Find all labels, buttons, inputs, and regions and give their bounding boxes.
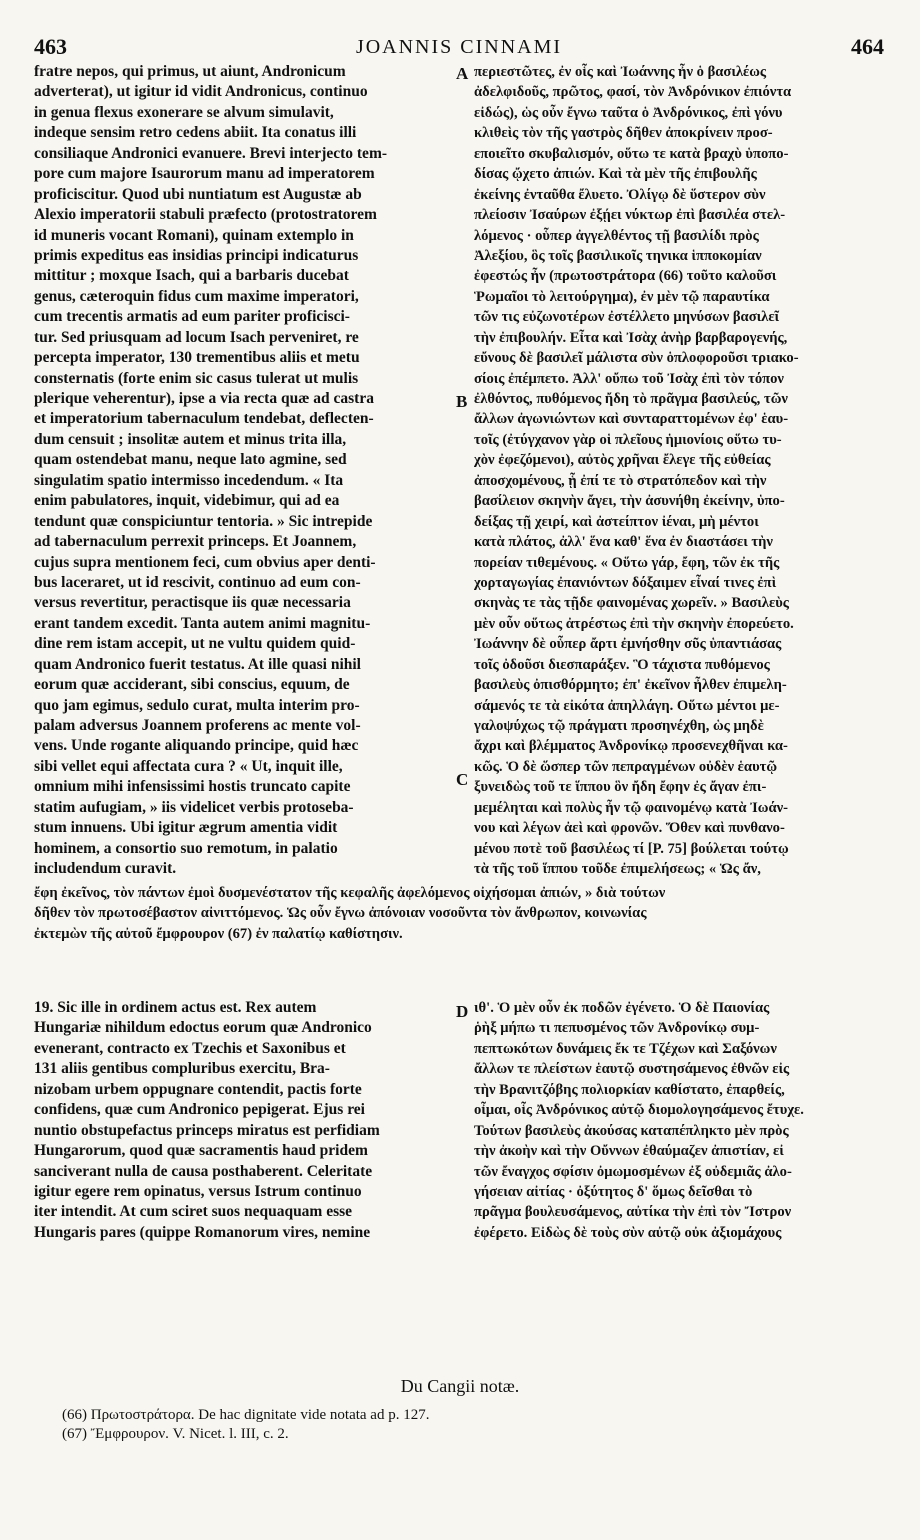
greek-text-line: σκηνὰς τε τὰς τῇδε φαινομένας χωρεῖν. » Βασιλεὺς	[474, 595, 789, 612]
greek-text-line: δίσας ᾤχετο ἀπιών. Καὶ τὰ μὲν τῆς ἐπιβουλῆς	[474, 166, 757, 183]
latin-text-line: eorum quæ acciderant, sibi conscius, equum, de	[34, 676, 350, 694]
latin-text-line: cujus supra mentionem feci, cum obvius aper denti-	[34, 553, 376, 571]
latin-text-line: percepta imperator, 130 trementibus aliis et metu	[34, 349, 360, 367]
greek-text-line: βασίλειον σκηνὴν ἄγει, τὴν ἀσυνήθη ἐκείνην, ὑπο-	[474, 493, 785, 510]
latin-text-line: statim aufugiam, » iis videlicet verbis protoseba-	[34, 798, 354, 816]
greek-text-line: ἐφεστώς ἦν (πρωτοστράτορα (66) τοῦτο καλοῦσι	[474, 268, 777, 285]
greek-text-line: τῶν τις εὐζωνοτέρων ἐστέλλετο μηνύσων βασιλεῖ	[474, 309, 780, 326]
greek-full-line: ἐκτεμὼν τῆς αὐτοῦ ἔμφρουρον (67) ἐν παλατίῳ καθίστησιν.	[34, 925, 403, 942]
greek-text-line: τὴν ἀκοὴν καὶ τὴν Οὔννων ἐθαύμαζεν ἀπιστίαν, εἰ	[474, 1143, 784, 1160]
latin-text-line: singulatim spatio intermisso incedendum. « Ita	[34, 471, 344, 489]
section-marker-d: D	[456, 1002, 469, 1021]
greek-text-line: πρᾶγμα βουλευσάμενος, αὐτίκα τὴν ἐπὶ τὸν Ἴστρον	[474, 1204, 792, 1221]
greek-text-line: τὰ τῆς τοῦ ἵππου τοῦδε ἐπιμελήσεως; « Ὡς ἄν,	[474, 861, 761, 878]
greek-text-line: πορείαν τιθεμένους. « Οὕτω γάρ, ἔφη, τῶν ἐκ τῆς	[474, 554, 780, 571]
latin-text-line: vens. Unde rogante aliquando principe, quid hæc	[34, 737, 359, 755]
greek-text-line: μὲν οὖν οὕτως ἀτρέστως ἐπὶ τὴν σκηνὴν ἐπορεύετο.	[474, 615, 794, 632]
greek-text-line: τοῖς (ἐτύγχανον γὰρ οἱ πλεῖους ἡμιονίοις οὕτω τυ-	[474, 431, 782, 448]
latin-text-line: omnium mihi infensissimi hostis truncato capite	[34, 778, 351, 796]
greek-text-line: γαλοψύχως τῷ πράγματι προσηνέχθη, ὡς μηδὲ	[474, 718, 764, 734]
latin-text-line: mittitur ; moxque Isach, qui a barbaris ducebat	[34, 267, 349, 285]
greek-text-line: πλείοσιν Ἰσαύρων ἐξῄει νύκτωρ ἐπὶ βασιλέα στελ-	[474, 207, 786, 224]
section-marker-b: B	[456, 392, 468, 411]
latin-text-line: stum innuens. Ubi igitur ægrum amentia vidit	[34, 819, 338, 837]
latin-text-line: Alexio imperatorii stabuli præfecto (protostratorem	[34, 206, 377, 224]
latin-text-line: 19. Sic ille in ordinem actus est. Rex autem	[34, 999, 317, 1016]
greek-text-line: τοῖς ὀδοῦσι διεσπαράξεν. Ὃ τάχιστα πυθόμενος	[474, 656, 770, 673]
greek-full-width-block	[34, 883, 884, 944]
latin-text-line: 131 aliis gentibus compluribus exercitu, Bra-	[34, 1060, 330, 1078]
latin-column-top	[34, 62, 454, 880]
latin-text-line: adverterat), ut igitur id vidit Andronicus, continuo	[34, 83, 368, 101]
greek-text-line: ἄχρι καὶ βλέμματος Ἀνδρονίκῳ προσενεχθῆναι κα-	[474, 738, 788, 755]
latin-text-line: includendum curavit.	[34, 860, 177, 878]
latin-text-line: plerique veherentur), ipse a via recta quæ ad castra	[34, 390, 374, 407]
left-page-number: 463	[34, 34, 67, 59]
greek-text-line: ἀποσχομένους, ᾗ ἐπί τε τὸ στρατόπεδον καὶ τὴν	[474, 472, 767, 489]
latin-text-line: confidens, quæ cum Andronico pepigerat. Ejus rei	[34, 1101, 365, 1119]
latin-text-line: cum trecentis armatis ad eum pariter proficisci-	[34, 308, 350, 326]
latin-column-bottom	[34, 998, 454, 1243]
latin-text-line: versus revertitur, peractisque iis quæ necessaria	[34, 594, 351, 612]
greek-text-line: τὴν ἐπιβουλήν. Εἶτα καὶ Ἰσὰχ ἀνὴρ βαρβαρογενής,	[474, 329, 788, 346]
greek-text-line: μεμέληται καὶ πολὺς ἦν τῷ φαινομένῳ κατὰ Ἰωάν-	[474, 799, 788, 816]
latin-text-line: palam adversus Joannem proferens ac mente vol-	[34, 717, 361, 734]
greek-text-line: τῶν ἔναγχος σφίσιν ὀμωμοσμένων ἐξ οὐδεμιᾶς ἀλο-	[474, 1163, 792, 1180]
greek-text-line: εἰδώς), ὡς οὖν ἔγνω ταῦτα ὁ Ἀνδρόνικος, ἐπὶ γόνυ	[474, 104, 783, 121]
latin-text-line: tendunt quæ conspiciuntur tentoria. » Sic intrepide	[34, 512, 373, 530]
greek-text-line: Ἀλεξίου, ὃς τοῖς βασιλικοῖς τηνικα ἱπποκομίαν	[474, 247, 762, 264]
latin-text-line: evenerant, contracto ex Tzechis et Saxonibus et	[34, 1039, 346, 1057]
latin-text-line: sibi vellet equi affectata cura ? « Ut, inquit ille,	[34, 757, 343, 775]
latin-text-line: id muneris vocant Romani), quinam extemplo in	[34, 226, 354, 244]
greek-text-line: Ἰωάννην δὲ οὗπερ ἄρτι ἐμνήσθην σῦς ὑπαντιάσας	[474, 636, 782, 653]
latin-text-line: Hungarorum, quod quæ sacramentis haud pridem	[34, 1142, 368, 1160]
latin-text-line: enim pabulatores, inquit, videbimur, qui ad ea	[34, 492, 340, 510]
greek-column-bottom	[474, 998, 886, 1243]
greek-text-line: ἄλλων τε πλείστων ἑαυτῷ συστησάμενος ἐθνῶν εἰς	[474, 1061, 790, 1078]
footnote: (66) Πρωτοστράτορα. De hac dignitate vide notata ad p. 127.	[62, 1407, 430, 1423]
greek-text-line: βασιλεὺς ὀπισθόρμητο; ἐπ' ἐκεῖνον ἦλθεν ἐπιμελη-	[474, 677, 787, 694]
greek-text-line: μένου ποτὲ τοῦ βασιλέως τί [P. 75] βούλεται τούτῳ	[474, 840, 789, 857]
greek-text-line: σάμενός τε τὰ εἰκότα ἀπηλλάγη. Οὕτω μέντοι με-	[474, 697, 780, 714]
latin-text-line: ad tabernaculum perrexit princeps. Et Joannem,	[34, 533, 357, 551]
latin-text-line: dine rem istam accepit, ut ne vultu quidem quid-	[34, 635, 356, 653]
latin-text-line: sanciverant nulla de causa posthaberent. Celeritate	[34, 1162, 373, 1180]
latin-text-line: dum censuit ; insolitæ autem et minus trita illa,	[34, 430, 347, 448]
latin-text-line: iter intendit. At cum sciret suos nequaquam esse	[34, 1203, 353, 1221]
latin-text-line: quo jam egimus, sedulo curat, multa interim pro-	[34, 696, 360, 714]
latin-text-line: pore cum majore Isaurorum manu ad imperatorem	[34, 165, 375, 183]
greek-text-line: λόμενος · οὗπερ ἀγγελθέντος τῇ βασιλίδι πρὸς	[474, 227, 759, 244]
latin-text-line: in genua flexus exonerare se alvum simulavit,	[34, 103, 334, 121]
running-title: JOANNIS CINNAMI	[355, 35, 563, 58]
latin-text-line: quam Andronico fuerit testatus. At ille quasi nihil	[34, 655, 361, 673]
greek-text-line: ιθ'. Ὁ μὲν οὖν ἐκ ποδῶν ἐγένετο. Ὁ δὲ Παιονίας	[474, 1000, 770, 1016]
latin-text-line: igitur egere rem opinatus, versus Istrum continuo	[34, 1182, 362, 1200]
section-marker-c: C	[456, 770, 469, 789]
greek-text-line: κατὰ πλάτος, ἀλλ' ἕνα καθ' ἕνα ἐν διαστάσει τὴν	[474, 534, 773, 551]
greek-text-line: Ῥωμαῖοι τὸ λειτούργημα), ἐν μὲν τῷ παραυτίκα	[474, 288, 770, 305]
latin-text-line: hominem, a consortio suo remotum, in palatio	[34, 839, 338, 857]
footnote: (67) Ἔμφρουρον. V. Nicet. l. III, c. 2.	[62, 1426, 289, 1442]
greek-text-line: γήσειαν αἰτίας · ὀξύτητος δ' ὅμως δεῖσθαι τὸ	[474, 1183, 753, 1200]
greek-text-line: χὸν ἐφεζόμενοι), αὐτὸς χρῆναι ἔλεγε τῆς εὐθείας	[474, 452, 771, 469]
greek-text-line: κλιθεὶς τὸν τῆς γαστρὸς δῆθεν ἀποκρίνειν προσ-	[474, 125, 773, 142]
greek-text-line: σίοις ἐπέμπετο. Ἀλλ' οὔπω τοῦ Ἰσὰχ ἐπὶ τὸν τόπον	[474, 370, 784, 387]
latin-text-line: erant tandem excedit. Tanta autem animi magnitu-	[34, 614, 371, 632]
latin-text-line: indeque sensim retro cedens abiit. Ita conatus illi	[34, 124, 357, 142]
footnotes	[62, 1406, 862, 1444]
latin-text-line: tur. Sed priusquam ad locum Isach perveniret, re	[34, 328, 359, 346]
greek-text-line: νου καὶ λέγων ἀεὶ καὶ φρονῶν. Ὅθεν καὶ πυνθανο-	[474, 820, 785, 837]
greek-full-line: ἔφη ἐκεῖνος, τὸν πάντων ἐμοὶ δυσμενέστατον τῆς κεφαλῆς ἀφελόμενος οἰχήσομαι ἀπιών, » διὰ τούτων	[34, 885, 666, 901]
right-page-number: 464	[851, 34, 884, 59]
greek-text-line: εὔνους δὲ βασιλεῖ μάλιστα σὺν ὁπλοφοροῦσι τριακο-	[474, 350, 799, 367]
latin-text-line: quam ostendebat manu, neque lato agmine, sed	[34, 451, 347, 469]
greek-text-line: ἐλθόντος, πυθόμενος ἤδη τὸ πρᾶγμα βασιλεύς, τῶν	[474, 391, 788, 407]
latin-text-line: fratre nepos, qui primus, ut aiunt, Andronicum	[34, 63, 346, 80]
greek-text-line: Τούτων βασιλεὺς ἀκούσας καταπέπληκτο μὲν πρὸς	[474, 1122, 789, 1139]
latin-text-line: nizobam urbem oppugnare contendit, pactis forte	[34, 1080, 362, 1098]
latin-text-line: consiliaque Andronici evanuere. Brevi interjecto tem-	[34, 144, 388, 162]
greek-text-line: κῶς. Ὁ δὲ ὥσπερ τῶν πεπραγμένων οὐδὲν ἑαυτῷ	[474, 758, 778, 775]
greek-text-line: οἶμαι, οἷς Ἀνδρόνικος αὐτῷ διομολογησάμενος ἔτυχε.	[474, 1102, 804, 1119]
greek-text-line: πεπτωκότων δυνάμεις ἔκ τε Τζέχων καὶ Σαξόνων	[474, 1040, 777, 1057]
greek-full-line: δῆθεν τὸν πρωτοσέβαστον αἰνιττόμενος. Ὡς οὖν ἔγνω ἀπόνοιαν νοσοῦντα τὸν ἄνθρωπον, κοινωνίας	[34, 905, 647, 922]
latin-text-line: genus, cæteroquin fidus cum maxime imperatori,	[34, 287, 359, 305]
greek-text-line: δείξας τῇ χειρί, καὶ ἀστείπτον ἰέναι, μὴ μέντοι	[474, 513, 759, 530]
latin-text-line: et imperatorium tabernaculum tendebat, deflecten-	[34, 410, 374, 428]
latin-text-line: consternatis (forte enim sic casus tulerat ut mulis	[34, 369, 359, 387]
greek-text-line: ἐφέρετο. Εἰδὼς δὲ τοὺς σὺν αὐτῷ οὐκ ἀξιομάχους	[474, 1224, 782, 1241]
greek-column-top	[474, 62, 886, 880]
notes-heading: Du Cangii notæ.	[400, 1376, 520, 1396]
latin-text-line: primis expeditus eas insidias principi indicaturus	[34, 246, 359, 264]
greek-text-line: χορταγωγίας ἐπανιόντων δόξαιμεν εἶναί τινες ἐπὶ	[474, 574, 777, 591]
greek-text-line: ῥὴξ μήπω τι πεπυσμένος τῶν Ἀνδρονίκῳ συμ-	[474, 1020, 760, 1037]
latin-text-line: proficiscitur. Quod ubi nuntiatum est Augustæ ab	[34, 185, 362, 203]
latin-text-line: Hungariæ nihildum edoctus eorum quæ Andronico	[34, 1019, 372, 1037]
greek-text-line: ἄλλων ἀγωνιώντων καὶ συνταραττομένων ἐφ' ἑαυ-	[474, 411, 789, 428]
greek-text-line: εποιεῖτο σκυβαλισμόν, οὕτω τε κατὰ βραχὺ ὑποπο-	[474, 145, 789, 162]
greek-text-line: ξυνειδὼς τοῦ τε ἵππου ὃν ἤδη ἔφην ἐς ἄγαν ἐπι-	[474, 779, 767, 796]
latin-text-line: Hungaris pares (quippe Romanorum vires, nemine	[34, 1223, 371, 1241]
greek-text-line: περιεστῶτες, ἐν οἷς καὶ Ἰωάννης ἦν ὁ βασιλέως	[474, 64, 767, 80]
section-marker-a: A	[456, 64, 469, 83]
page-header	[34, 34, 884, 60]
greek-text-line: τὴν Βρανιτζόβης πολιορκίαν καθίστατο, ἐπαρθείς,	[474, 1081, 785, 1098]
latin-text-line: bus laceraret, ut id rescivit, continuo ad eum con-	[34, 573, 361, 591]
greek-text-line: ἐκείνης ἐνταῦθα ἔλυετο. Ὀλίγῳ δὲ ὕστερον σὺν	[474, 186, 766, 203]
greek-text-line: ἀδελφιδοῦς, πρῶτος, φασί, τὸν Ἀνδρόνικον ἐπιόντα	[474, 84, 792, 101]
latin-text-line: nuntio obstupefactus princeps miratus est perfidiam	[34, 1121, 380, 1139]
